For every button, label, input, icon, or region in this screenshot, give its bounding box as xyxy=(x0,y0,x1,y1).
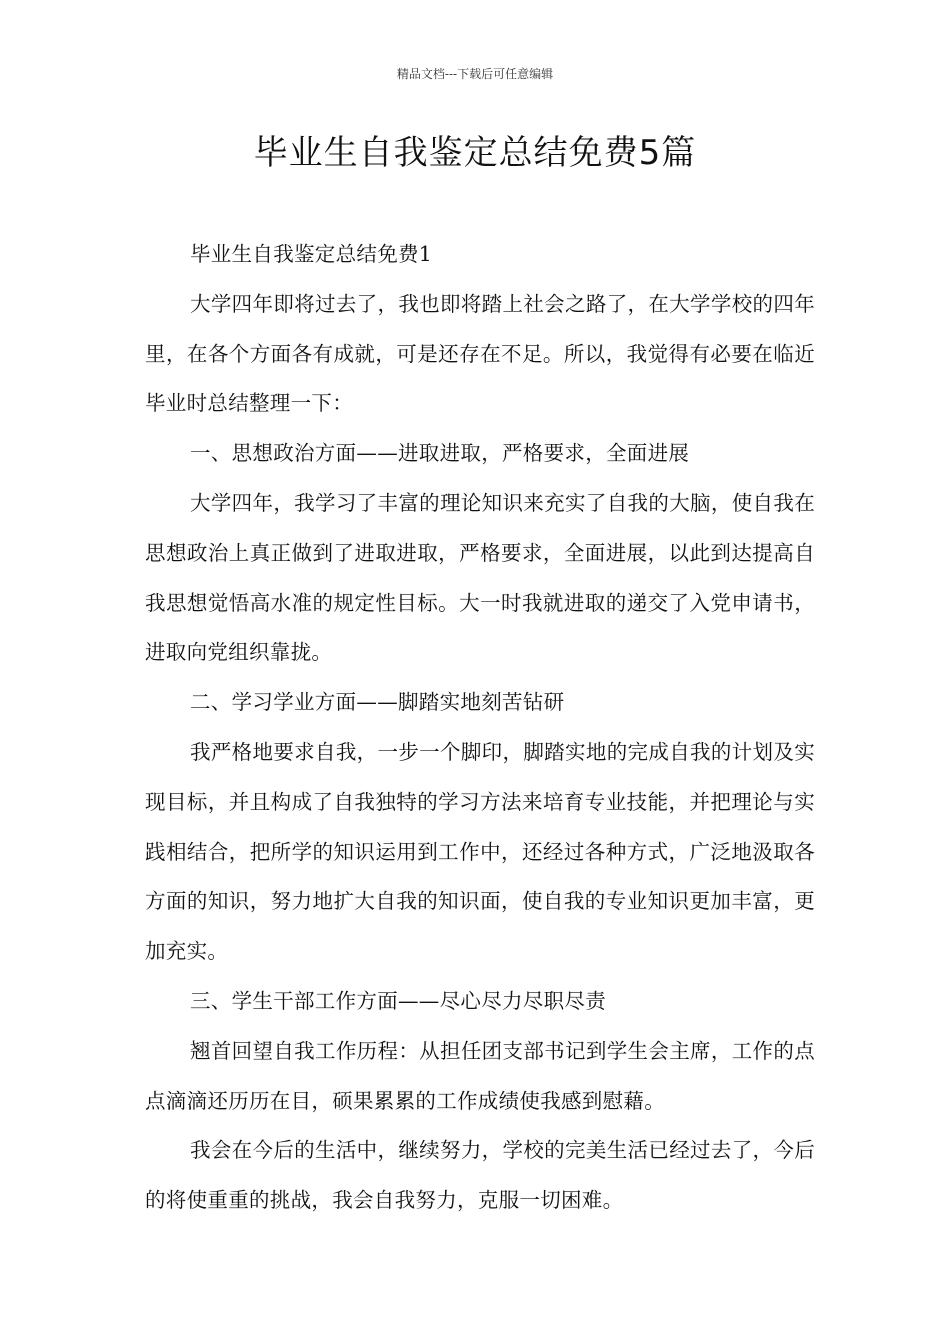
paragraph-intro: 大学四年即将过去了，我也即将踏上社会之路了，在大学学校的四年里，在各个方面各有成就，可是还存在不足。所以，我觉得有必要在临近毕业时总结整理一下： xyxy=(145,291,815,416)
section-heading-1: 毕业生自我鉴定总结免费1 xyxy=(190,242,433,266)
header-note: 精品文档---下载后可任意编辑 xyxy=(396,67,554,81)
section-heading-study: 二、学习学业方面——脚踏实地刻苦钻研 xyxy=(190,690,565,715)
document-title: 毕业生自我鉴定总结免费5篇 xyxy=(253,133,697,173)
section-heading-ideology: 一、思想政治方面——进取进取，严格要求，全面进展 xyxy=(190,441,690,466)
paragraph-cadre: 翘首回望自我工作历程：从担任团支部书记到学生会主席，工作的点点滴滴还历历在目，硕果累累的工作成绩使我感到慰藉。 xyxy=(145,1038,815,1113)
paragraph-study: 我严格地要求自我，一步一个脚印，脚踏实地的完成自我的计划及实现目标，并且构成了自我独特的学习方法来培育专业技能，并把理论与实践相结合，把所学的知识运用到工作中，还经过各种方式，广泛地汲取各方面的知识，努力地扩大自我的知识面，使自我的专业知识更加丰富，更加充实。 xyxy=(145,739,815,964)
section-heading-cadre: 三、学生干部工作方面——尽心尽力尽职尽责 xyxy=(190,988,606,1013)
document-body xyxy=(145,230,815,1226)
paragraph-ideology: 大学四年，我学习了丰富的理论知识来充实了自我的大脑，使自我在思想政治上真正做到了进取进取，严格要求，全面进展，以此到达提高自我思想觉悟高水准的规定性目标。大一时我就进取的递交了入党申请书，进取向党组织靠拢。 xyxy=(145,490,815,665)
paragraph-conclusion: 我会在今后的生活中，继续努力，学校的完美生活已经过去了，今后的将使重重的挑战，我会自我努力，克服一切困难。 xyxy=(145,1138,815,1213)
